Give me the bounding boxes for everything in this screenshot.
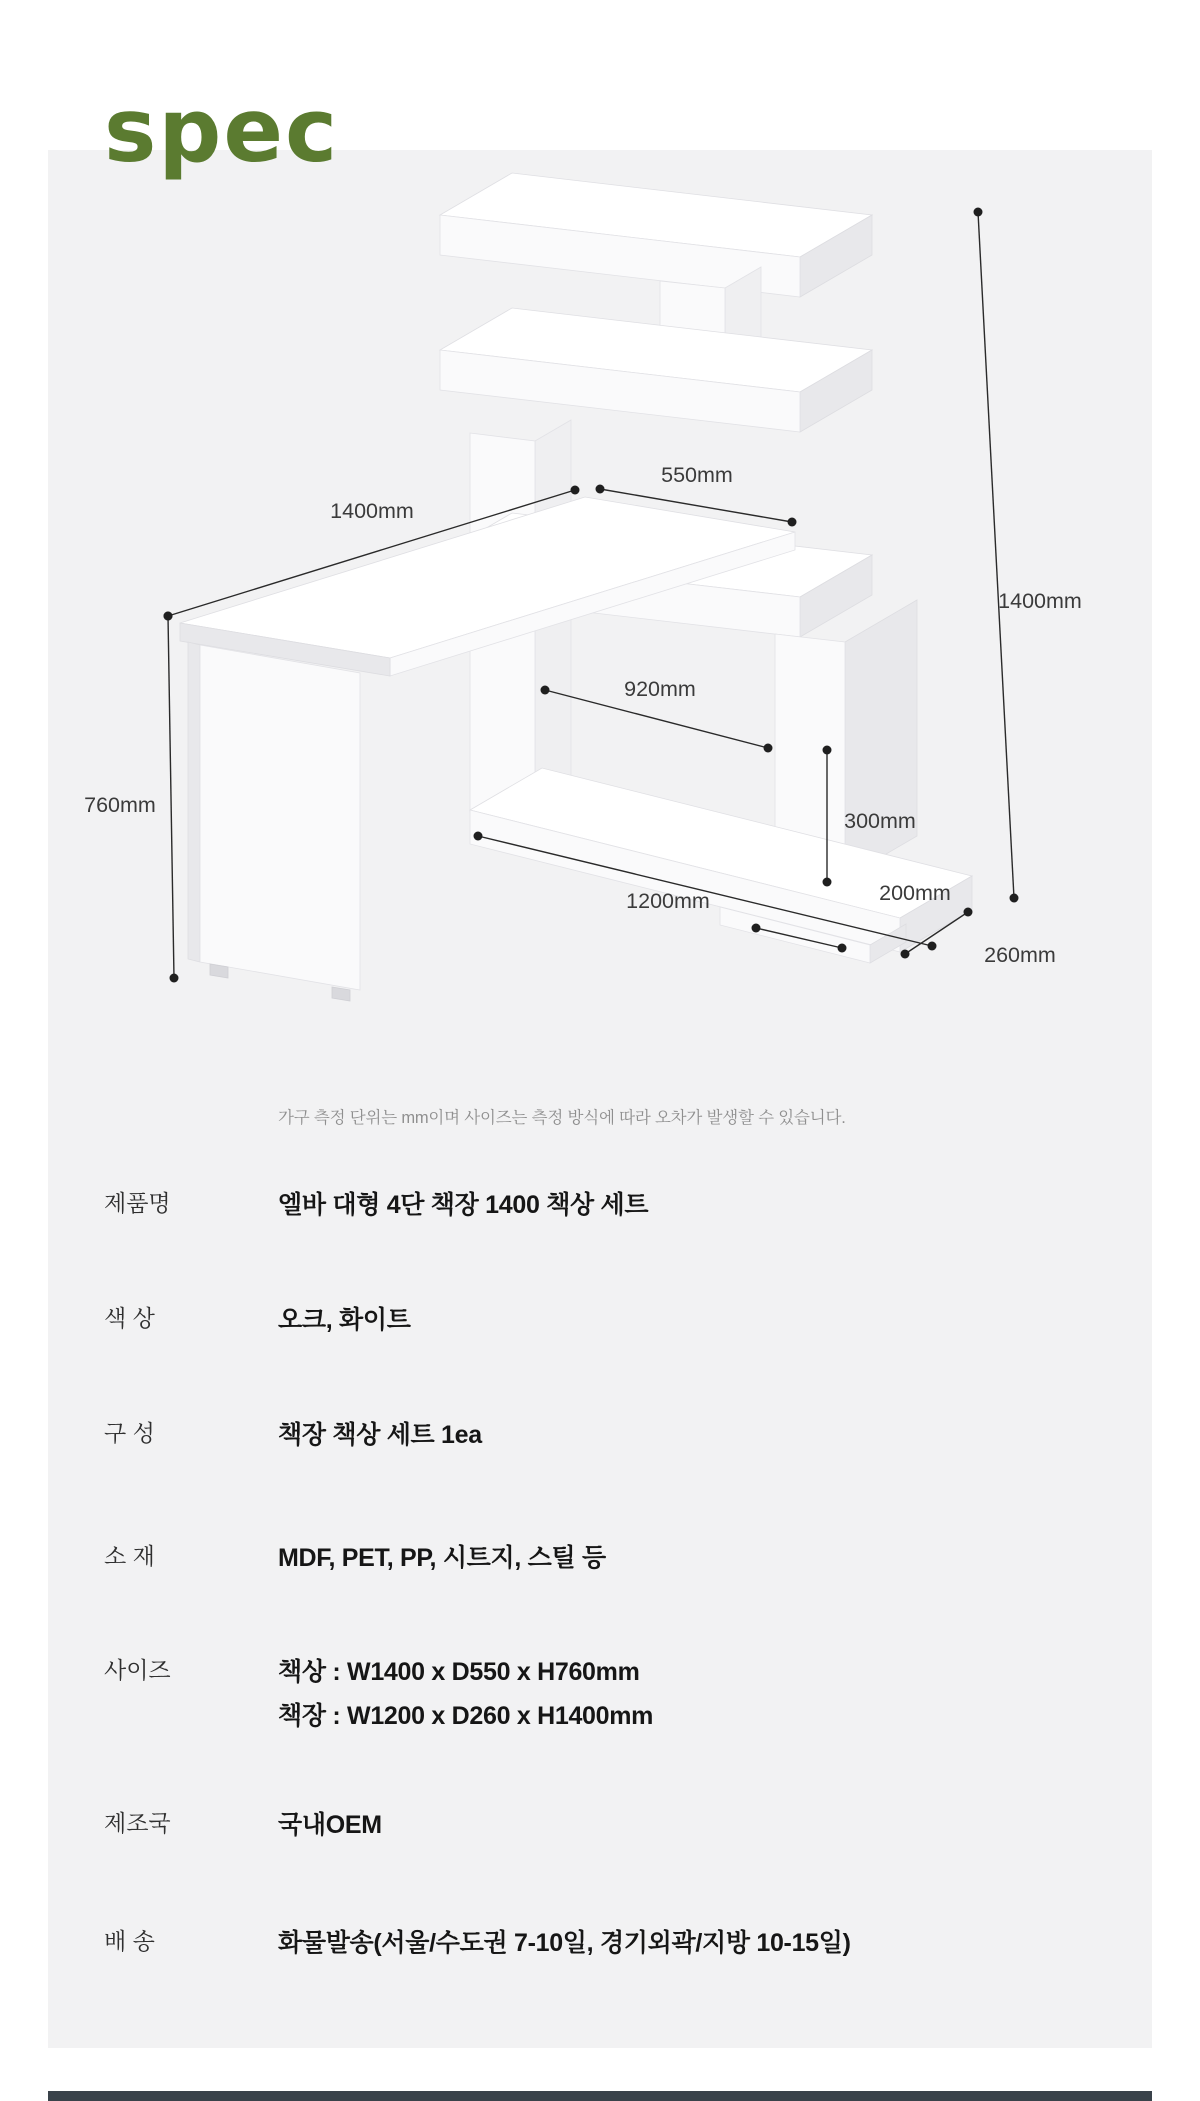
spec-label: 사이즈 bbox=[104, 1657, 171, 1683]
desk-width-label: 1400mm bbox=[330, 499, 414, 523]
spec-value: MDF, PET, PP, 시트지, 스틸 등 bbox=[278, 1544, 606, 1572]
spec-value bbox=[278, 1650, 653, 1738]
dim-shelf-height bbox=[974, 208, 1082, 903]
size-desk: 책상 : W1400 x D550 x H760mm bbox=[278, 1658, 640, 1686]
spec-value: 오크, 화이트 bbox=[278, 1306, 411, 1334]
spec-label: 제조국 bbox=[104, 1810, 171, 1836]
dim-shelf-opening-width bbox=[541, 677, 773, 753]
size-shelf: 책장 : W1200 x D260 x H1400mm bbox=[278, 1702, 654, 1730]
shelf-height-label: 1400mm bbox=[998, 589, 1082, 613]
shelf-depth-label: 260mm bbox=[984, 943, 1056, 967]
spec-label: 배 송 bbox=[104, 1928, 155, 1954]
shelf-width-label: 1200mm bbox=[626, 889, 710, 913]
next-section-divider bbox=[48, 2091, 1152, 2101]
spec-label: 소 재 bbox=[104, 1543, 155, 1569]
spec-label: 색 상 bbox=[104, 1305, 155, 1331]
dim-desk-height bbox=[84, 612, 178, 983]
spec-value: 책장 책상 세트 1ea bbox=[278, 1421, 482, 1449]
measurement-note: 가구 측정 단위는 mm이며 사이즈는 측정 방식에 따라 오차가 발생할 수 있습니다. bbox=[278, 1109, 846, 1127]
shelf-opening-width-label: 920mm bbox=[624, 677, 696, 701]
spec-value: 국내OEM bbox=[278, 1811, 382, 1839]
spec-value: 화물발송(서울/수도권 7-10일, 경기외곽/지방 10-15일) bbox=[278, 1929, 851, 1957]
page-title: spec bbox=[104, 79, 340, 182]
furniture-dimension-diagram bbox=[0, 130, 1200, 1130]
spec-value: 엘바 대형 4단 책장 1400 책상 세트 bbox=[278, 1191, 649, 1219]
desk-height-label: 760mm bbox=[84, 793, 156, 817]
shelf-opening-height-label: 300mm bbox=[844, 809, 916, 833]
desk-depth-label: 550mm bbox=[661, 463, 733, 487]
spec-label: 구 성 bbox=[104, 1420, 155, 1446]
spec-label: 제품명 bbox=[104, 1190, 171, 1216]
shelf-base-depth-label: 200mm bbox=[879, 881, 951, 905]
